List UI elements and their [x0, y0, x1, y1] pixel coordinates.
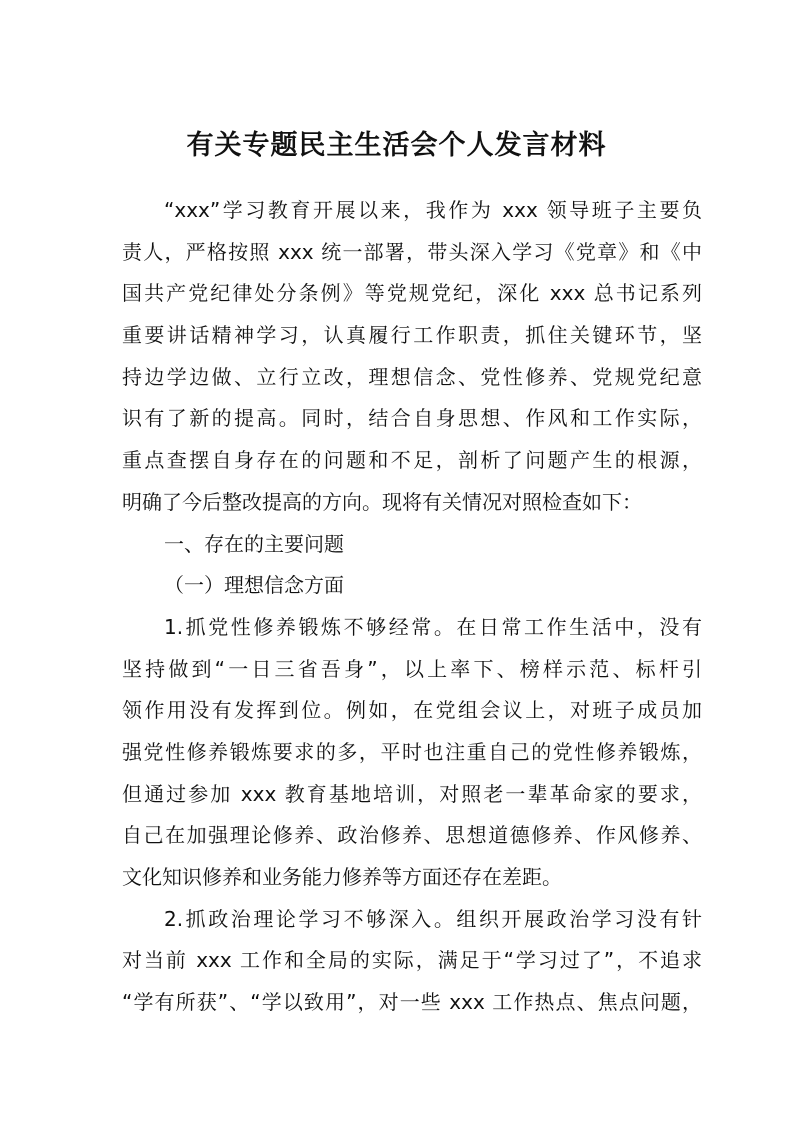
document-body	[122, 190, 702, 1024]
paragraph-line: 1.抓党性修养锻炼不够经常。在日常工作生活中，没有	[164, 614, 702, 639]
paragraph-line: “学有所获”、“学以致用”，对一些 xxx 工作热点、焦点问题，	[122, 990, 702, 1015]
paragraph-line: 识有了新的提高。同时，结合自身思想、作风和工作实际，	[122, 406, 702, 431]
paragraph-line: 责人，严格按照 xxx 统一部署，带头深入学习《党章》和《中	[122, 239, 702, 264]
paragraph-line: （一）理想信念方面	[164, 573, 344, 598]
paragraph-line: 领作用没有发挥到位。例如，在党组会议上，对班子成员加	[122, 698, 702, 723]
document-title: 有关专题民主生活会个人发言材料	[186, 130, 607, 161]
paragraph-line: 坚持做到“一日三省吾身”，以上率下、榜样示范、标杆引	[122, 656, 702, 681]
paragraph-line: 明确了今后整改提高的方向。现将有关情况对照检查如下：	[122, 489, 642, 514]
paragraph-line: 自己在加强理论修养、政治修养、思想道德修养、作风修养、	[122, 823, 702, 848]
paragraph-line: 但通过参加 xxx 教育基地培训，对照老一辈革命家的要求，	[122, 781, 702, 806]
paragraph-line: 持边学边做、立行立改，理想信念、党性修养、党规党纪意	[122, 364, 702, 389]
paragraph-line: 重点查摆自身存在的问题和不足，剖析了问题产生的根源，	[122, 448, 702, 473]
paragraph-line: 对当前 xxx 工作和全局的实际，满足于“学习过了”，不追求	[122, 948, 702, 973]
paragraph-line: “xxx”学习教育开展以来，我作为 xxx 领导班子主要负	[164, 198, 702, 222]
paragraph-line: 一、存在的主要问题	[164, 531, 344, 556]
paragraph-line: 2.抓政治理论学习不够深入。组织开展政治学习没有针	[164, 906, 702, 931]
paragraph-line: 强党性修养锻炼要求的多，平时也注重自己的党性修养锻炼，	[122, 739, 702, 764]
paragraph-line: 重要讲话精神学习，认真履行工作职责，抓住关键环节，坚	[122, 323, 702, 348]
paragraph-line: 文化知识修养和业务能力修养等方面还存在差距。	[122, 865, 562, 889]
paragraph-line: 国共产党纪律处分条例》等党规党纪，深化 xxx 总书记系列	[122, 281, 702, 306]
